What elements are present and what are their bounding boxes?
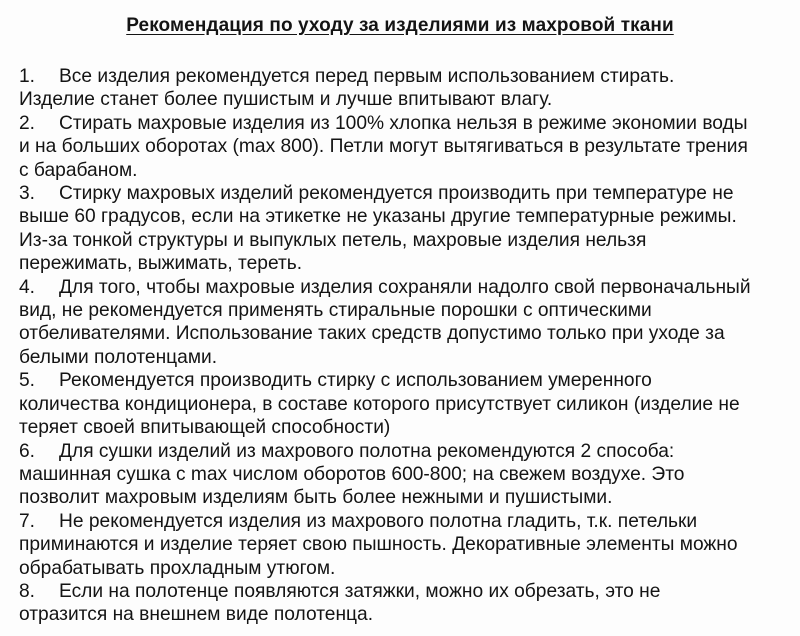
text-line [19, 299, 789, 322]
line-text: Для сушки изделий из махрового полотна рекомендуются 2 способа: [59, 440, 675, 462]
line-text: выше 60 градусов, если на этикетке не указаны другие температурные режимы. [19, 206, 737, 228]
text-line [19, 252, 789, 275]
item-number: 7. [19, 510, 36, 532]
line-text: отбеливателями. Использование таких средств допустимо только при уходе за [19, 323, 725, 345]
text-line [19, 159, 789, 182]
line-text: Не рекомендуется изделия из махрового полотна гладить, т.к. петельки [59, 510, 698, 532]
text-line [19, 205, 789, 228]
text-line [19, 393, 789, 416]
line-text: Для того, чтобы махровые изделия сохраняли надолго свой первоначальный [59, 276, 751, 298]
line-text: позволит махровым изделиям быть более нежными и пушистыми. [19, 487, 613, 509]
text-line [19, 580, 789, 603]
line-text: приминаются и изделие теряет свою пышность. Декоративные элементы можно [19, 534, 738, 556]
line-text: Рекомендуется производить стирку с использованием умеренного [59, 370, 652, 392]
line-text: Стирать махровые изделия из 100% хлопка нельзя в режиме экономии воды [59, 112, 748, 134]
text-line [19, 135, 789, 158]
text-line [19, 322, 789, 345]
text-line [19, 88, 789, 111]
text-line [19, 533, 789, 556]
text-line [19, 510, 789, 533]
text-line [19, 276, 789, 299]
text-line [19, 463, 789, 486]
item-number: 3. [19, 183, 36, 205]
item-number: 8. [19, 580, 36, 602]
line-text: Если на полотенце появляются затяжки, можно их обрезать, это не [59, 580, 661, 602]
line-text: белыми полотенцами. [19, 346, 218, 368]
line-text: Изделие станет более пушистым и лучше впитывают влагу. [19, 89, 553, 111]
document-body [19, 65, 789, 627]
text-line [19, 229, 789, 252]
text-line [19, 440, 789, 463]
text-line [19, 346, 789, 369]
item-number: 4. [19, 276, 36, 298]
text-line [19, 369, 789, 392]
document-title: Рекомендация по уходу за изделиями из махровой ткани [126, 15, 674, 36]
item-number: 5. [19, 370, 36, 392]
line-text: Из-за тонкой структуры и выпуклых петель, махровые изделия нельзя [19, 229, 647, 251]
line-text: пережимать, выжимать, тереть. [19, 253, 303, 275]
text-line [19, 603, 789, 626]
line-text: с барабаном. [19, 159, 138, 181]
line-text: Стирку махровых изделий рекомендуется производить при температуре не [59, 183, 734, 205]
line-text: отразится на внешнем виде полотенца. [19, 604, 374, 626]
text-line [19, 65, 789, 88]
line-text: Все изделия рекомендуется перед первым использованием стирать. [59, 66, 675, 87]
text-line [19, 416, 789, 439]
line-text: обрабатывать прохладным утюгом. [19, 557, 336, 579]
line-text: количества кондиционера, в составе которого присутствует силикон (изделие не [19, 393, 740, 415]
text-line [19, 182, 789, 205]
item-number: 1. [19, 66, 36, 87]
text-line [19, 486, 789, 509]
text-line [19, 557, 789, 580]
line-text: машинная сушка с max числом оборотов 600-800; на свежем воздухе. Это [19, 463, 685, 485]
line-text: и на больших оборотах (max 800). Петли могут вытягиваться в результате трения [19, 136, 748, 158]
item-number: 2. [19, 112, 36, 134]
text-line [19, 112, 789, 135]
line-text: вид, не рекомендуется применять стиральные порошки с оптическими [19, 300, 652, 322]
item-number: 6. [19, 440, 36, 462]
line-text: теряет своей впитывающей способности) [19, 417, 391, 439]
